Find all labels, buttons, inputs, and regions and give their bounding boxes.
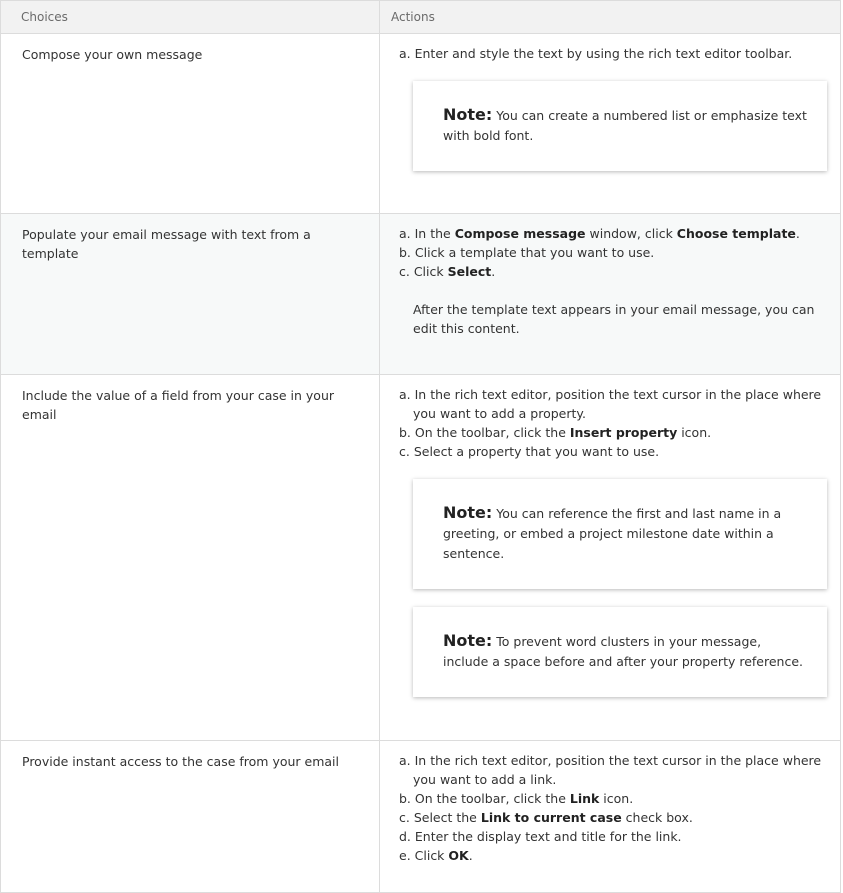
step-text: Enter the display text and title for the link. [414, 829, 682, 844]
step-marker: c. [399, 444, 414, 459]
step-marker: d. [399, 829, 415, 844]
choice-cell: Include the value of a field from your case in your email [1, 375, 380, 741]
note-label: Note: [443, 503, 493, 522]
actions-cell [380, 34, 841, 214]
step-marker: a. [399, 753, 415, 768]
actions-cell [380, 214, 841, 375]
choice-cell: Compose your own message [1, 34, 380, 214]
choice-cell: Populate your email message with text from a template [1, 214, 380, 375]
step-text: In the rich text editor, position the text cursor in the place where you want to add a link. [413, 753, 822, 787]
step-item [399, 808, 830, 827]
table-row [1, 214, 841, 375]
step-text: In the [414, 226, 455, 241]
header-actions: Actions [380, 1, 841, 34]
ui-term: Compose message [454, 226, 586, 241]
step-marker: b. [399, 425, 415, 440]
step-item [399, 385, 830, 423]
steps-list [399, 751, 830, 865]
ui-term: Choose template [676, 226, 796, 241]
step-text: Select the [413, 810, 481, 825]
step-marker: c. [399, 264, 414, 279]
table-row [1, 34, 841, 214]
step-item [399, 262, 830, 281]
choice-cell: Provide instant access to the case from your email [1, 741, 380, 893]
note-label: Note: [443, 631, 493, 650]
step-text: . [491, 264, 496, 279]
ui-term: Insert property [569, 425, 678, 440]
note-text: To prevent word clusters in your message, include a space before and after your property reference. [443, 634, 803, 669]
header-choices: Choices [1, 1, 380, 34]
note-text: You can create a numbered list or emphasize text with bold font. [443, 108, 807, 143]
step-item [399, 423, 830, 442]
step-item [399, 243, 830, 262]
table-header-row [1, 1, 841, 34]
note-box [413, 479, 827, 589]
step-marker: a. [399, 226, 415, 241]
steps-list [399, 44, 830, 63]
step-item [399, 44, 830, 63]
step-text: . [795, 226, 800, 241]
step-marker: a. [399, 387, 415, 402]
actions-cell [380, 741, 841, 893]
note-label: Note: [443, 105, 493, 124]
step-marker: a. [399, 46, 415, 61]
table-row [1, 375, 841, 741]
note-box [413, 81, 827, 171]
note-box [413, 607, 827, 697]
ui-term: Select [447, 264, 492, 279]
step-text: Select a property that you want to use. [413, 444, 660, 459]
steps-list [399, 224, 830, 281]
step-text: In the rich text editor, position the text cursor in the place where you want to add a property. [413, 387, 822, 421]
after-step-text: After the template text appears in your email message, you can edit this content. [413, 302, 815, 336]
step-item [399, 789, 830, 808]
step-text: Click [413, 264, 448, 279]
step-text: window, click [585, 226, 677, 241]
notes-container [399, 479, 830, 697]
ui-term: OK [448, 848, 469, 863]
step-marker: b. [399, 245, 415, 260]
step-text: On the toolbar, click the [414, 791, 570, 806]
ui-term: Link [569, 791, 600, 806]
step-marker: e. [399, 848, 415, 863]
step-item [399, 442, 830, 461]
step-item [399, 846, 830, 865]
step-text: Click a template that you want to use. [414, 245, 655, 260]
notes-container [399, 81, 830, 171]
step-text: check box. [621, 810, 693, 825]
table-row [1, 741, 841, 893]
step-marker: b. [399, 791, 415, 806]
step-text: Enter and style the text by using the rich text editor toolbar. [414, 46, 793, 61]
note-text: You can reference the first and last name in a greeting, or embed a project milestone date within a sentence. [443, 506, 782, 561]
step-text: On the toolbar, click the [414, 425, 570, 440]
step-text: icon. [599, 791, 634, 806]
step-text: . [468, 848, 473, 863]
step-marker: c. [399, 810, 414, 825]
ui-term: Link to current case [480, 810, 622, 825]
steps-list [399, 385, 830, 461]
step-item [399, 751, 830, 789]
actions-cell [380, 375, 841, 741]
step-text: Click [414, 848, 449, 863]
step-text: icon. [677, 425, 712, 440]
step-item [399, 224, 830, 243]
step-item [399, 827, 830, 846]
